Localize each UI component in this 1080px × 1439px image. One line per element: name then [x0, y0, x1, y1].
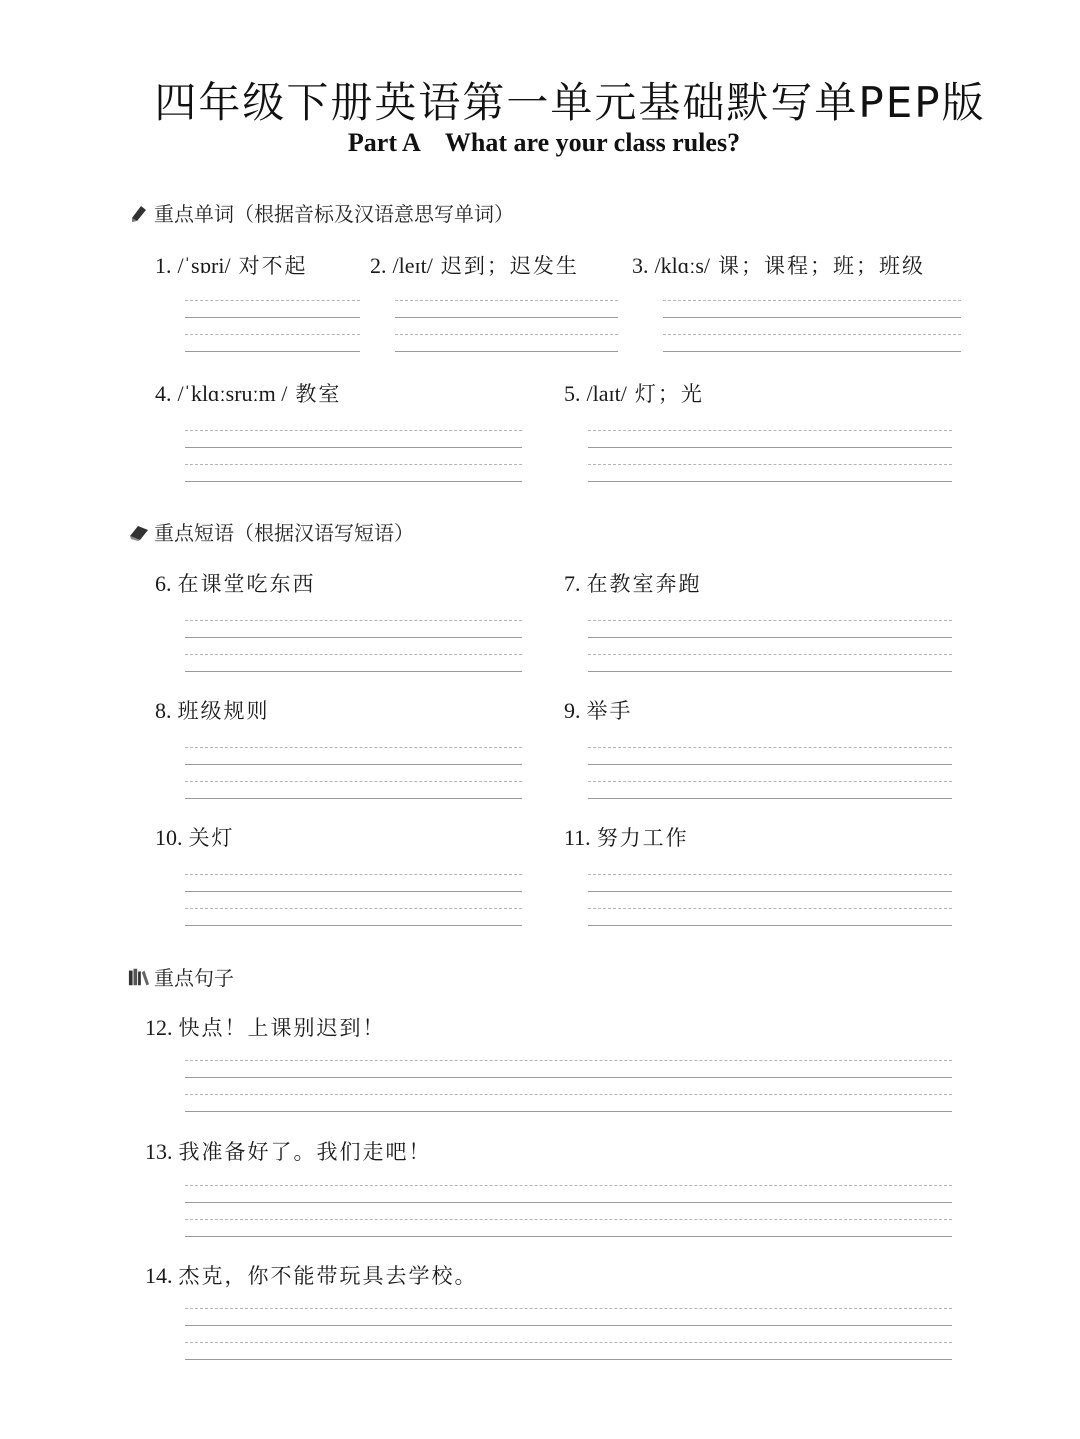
writing-line [185, 747, 522, 748]
item-meaning: 快点！上课别迟到！ [178, 1016, 386, 1040]
writing-line [185, 464, 522, 465]
phrase-item-8 [155, 695, 270, 725]
books-icon [128, 966, 150, 988]
writing-line [185, 1077, 952, 1078]
item-number: 2. [370, 253, 387, 278]
writing-line [663, 317, 961, 318]
writing-line [185, 1308, 952, 1309]
section-heading-words [128, 198, 514, 227]
item-number: 6. [155, 571, 172, 596]
item-number: 11. [564, 825, 591, 850]
item-meaning: 在教室奔跑 [586, 572, 702, 596]
item-number: 7. [564, 571, 581, 596]
page-subtitle: Part A What are your class rules? [347, 128, 741, 157]
writing-line [185, 1185, 952, 1186]
writing-line [185, 351, 360, 352]
writing-line [395, 334, 618, 335]
writing-line [663, 351, 961, 352]
phrase-item-11 [564, 822, 689, 852]
answer-lines-9[interactable] [588, 747, 952, 799]
writing-line [588, 447, 952, 448]
answer-lines-5[interactable] [588, 430, 952, 482]
item-phonetic: /laɪt/ [586, 381, 627, 406]
writing-line [185, 430, 522, 431]
writing-line [185, 874, 522, 875]
item-number: 14. [145, 1263, 173, 1288]
word-item-5 [564, 378, 704, 408]
section-heading-sentences [128, 962, 234, 991]
writing-line [185, 481, 522, 482]
item-meaning: 教室 [295, 382, 342, 406]
sentence-item-14 [145, 1260, 478, 1290]
sentence-item-13 [145, 1136, 432, 1166]
item-meaning: 班级规则 [177, 699, 270, 723]
item-meaning: 课；课程；班；班级 [718, 254, 926, 278]
writing-line [185, 798, 522, 799]
writing-line [588, 637, 952, 638]
item-number: 1. [155, 253, 172, 278]
writing-line [663, 300, 961, 301]
writing-line [185, 637, 522, 638]
writing-line [185, 1202, 952, 1203]
writing-line [185, 1325, 952, 1326]
phrase-item-6 [155, 568, 316, 598]
item-meaning: 努力工作 [596, 826, 689, 850]
writing-line [185, 925, 522, 926]
word-item-3 [632, 250, 925, 280]
word-item-1 [155, 250, 308, 280]
writing-line [588, 671, 952, 672]
writing-line [588, 798, 952, 799]
item-number: 13. [145, 1139, 173, 1164]
writing-line [588, 620, 952, 621]
answer-lines-7[interactable] [588, 620, 952, 672]
item-meaning: 对不起 [238, 254, 308, 278]
writing-line [185, 300, 360, 301]
writing-line [185, 1060, 952, 1061]
item-meaning: 灯；光 [634, 382, 704, 406]
item-phonetic: /ˈsɒri/ [177, 253, 231, 278]
answer-lines-11[interactable] [588, 874, 952, 926]
item-meaning: 举手 [586, 699, 633, 723]
writing-line [185, 764, 522, 765]
item-phonetic: /klɑːs/ [654, 253, 711, 278]
sentence-item-12 [145, 1012, 386, 1042]
writing-line [185, 654, 522, 655]
writing-line [185, 620, 522, 621]
writing-line [185, 1359, 952, 1360]
writing-line [588, 874, 952, 875]
eraser-icon [128, 521, 150, 543]
phrase-item-9 [564, 695, 633, 725]
word-item-4 [155, 378, 341, 408]
answer-lines-6[interactable] [185, 620, 522, 672]
phrase-item-10 [155, 822, 235, 852]
item-phonetic: /ˈklɑːsruːm / [177, 381, 288, 406]
section-heading-words-text: 重点单词（根据音标及汉语意思写单词） [154, 202, 514, 226]
item-meaning: 迟到；迟发生 [440, 254, 579, 278]
section-heading-sentences-text: 重点句子 [154, 966, 234, 990]
answer-lines-3[interactable] [663, 300, 961, 352]
writing-line [185, 1219, 952, 1220]
item-number: 9. [564, 698, 581, 723]
word-item-2 [370, 250, 579, 280]
answer-lines-14[interactable] [185, 1308, 952, 1360]
writing-line [588, 925, 952, 926]
writing-line [588, 908, 952, 909]
writing-line [185, 317, 360, 318]
writing-line [185, 671, 522, 672]
item-number: 5. [564, 381, 581, 406]
writing-line [185, 447, 522, 448]
item-meaning: 在课堂吃东西 [177, 572, 316, 596]
item-meaning: 关灯 [188, 826, 235, 850]
writing-line [185, 1342, 952, 1343]
writing-line [395, 317, 618, 318]
item-meaning: 我准备好了。我们走吧！ [178, 1140, 432, 1164]
writing-line [185, 334, 360, 335]
writing-line [588, 430, 952, 431]
pencil-icon [128, 202, 150, 224]
item-number: 4. [155, 381, 172, 406]
writing-line [185, 1236, 952, 1237]
answer-lines-2[interactable] [395, 300, 618, 352]
answer-lines-13[interactable] [185, 1185, 952, 1237]
page-title: 四年级下册英语第一单元基础默写单PEP版 [154, 78, 986, 127]
writing-line [588, 781, 952, 782]
section-heading-phrases-text: 重点短语（根据汉语写短语） [154, 521, 414, 545]
writing-line [588, 764, 952, 765]
writing-line [185, 781, 522, 782]
phrase-item-7 [564, 568, 702, 598]
writing-line [588, 481, 952, 482]
writing-line [588, 891, 952, 892]
answer-lines-4[interactable] [185, 430, 522, 482]
writing-line [395, 351, 618, 352]
answer-lines-8[interactable] [185, 747, 522, 799]
item-number: 10. [155, 825, 183, 850]
item-number: 12. [145, 1015, 173, 1040]
item-meaning: 杰克，你不能带玩具去学校。 [178, 1264, 478, 1288]
writing-line [185, 891, 522, 892]
writing-line [588, 747, 952, 748]
writing-line [588, 464, 952, 465]
answer-lines-10[interactable] [185, 874, 522, 926]
writing-line [185, 908, 522, 909]
item-number: 3. [632, 253, 649, 278]
writing-line [588, 654, 952, 655]
item-number: 8. [155, 698, 172, 723]
writing-line [185, 1094, 952, 1095]
section-heading-phrases [128, 517, 414, 546]
writing-line [395, 300, 618, 301]
answer-lines-1[interactable] [185, 300, 360, 352]
item-phonetic: /leɪt/ [392, 253, 433, 278]
writing-line [663, 334, 961, 335]
answer-lines-12[interactable] [185, 1060, 952, 1112]
writing-line [185, 1111, 952, 1112]
